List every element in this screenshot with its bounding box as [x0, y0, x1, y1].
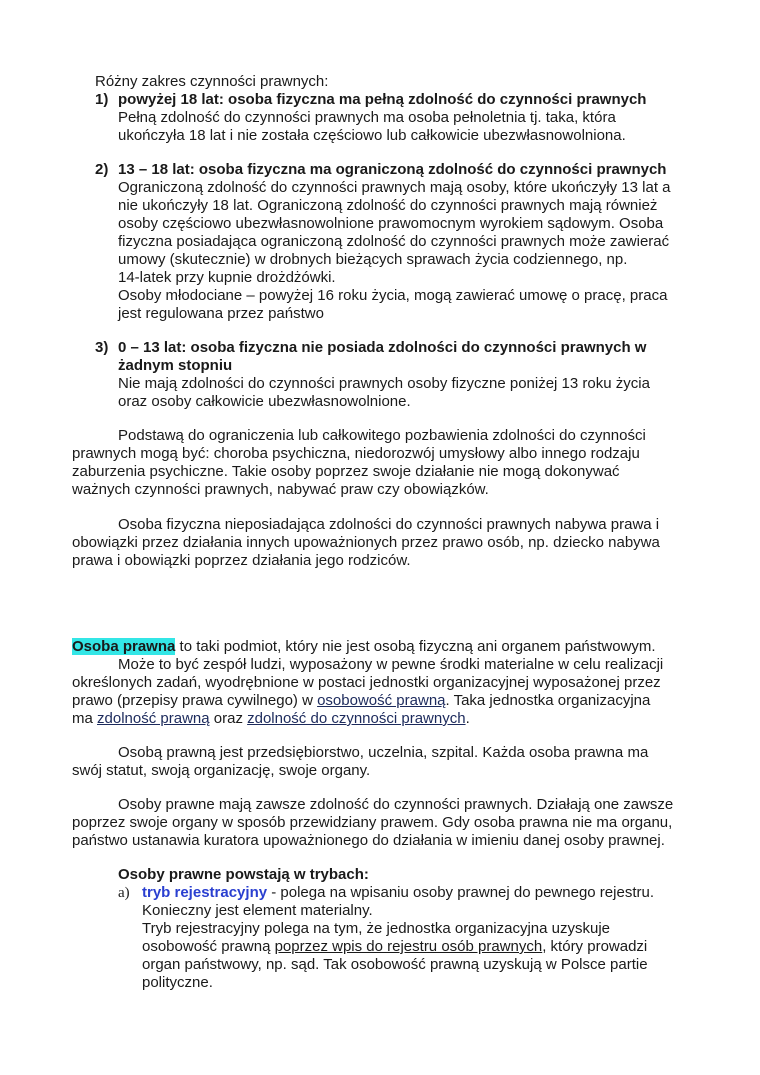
item-1-heading: powyżej 18 lat: osoba fizyczna ma pełną zdolność do czynności prawnych — [118, 91, 647, 108]
paragraph-line: ważnych czynności prawnych, nabywać praw czy obowiązków. — [72, 481, 489, 498]
legal-person-definition: Osoba prawna to taki podmiot, który nie jest osobą fizyczną ani organem państwowym. — [72, 638, 656, 655]
highlighted-term: Osoba prawna — [72, 638, 176, 655]
paragraph-line: poprzez swoje organy w sposób przewidziany prawem. Gdy osoba prawna nie ma organu, — [72, 814, 673, 831]
mode-line: Tryb rejestracyjny polega na tym, że jednostka organizacyjna uzyskuje — [142, 920, 611, 937]
paragraph-line: Podstawą do ograniczenia lub całkowitego pozbawienia zdolności do czynności — [118, 427, 646, 444]
modes-heading: Osoby prawne powstają w trybach: — [118, 866, 369, 883]
item-3-line: Nie mają zdolności do czynności prawnych osoby fizyczne poniżej 13 roku życia — [118, 375, 650, 392]
paragraph-line: ma zdolność prawną oraz zdolność do czynności prawnych. — [72, 710, 470, 727]
paragraph-line: określonych zadań, wyodrębnione w postaci jednostki organizacyjnej wyposażonej przez — [72, 674, 661, 691]
paragraph-line: obowiązki przez działania innych upoważnionych przez prawo osób, np. dziecko nabywa — [72, 534, 660, 551]
paragraph-line: Osoba fizyczna nieposiadająca zdolności do czynności prawnych nabywa prawa i — [118, 516, 660, 533]
link-osobowosc-prawna[interactable]: osobowość prawną — [317, 692, 446, 709]
underlined-phrase: poprzez wpis do rejestru osób prawnych — [274, 938, 543, 955]
item-3-number: 3) — [95, 339, 109, 356]
item-1-line: ukończyła 18 lat i nie została częściowo lub całkowicie ubezwłasnowolniona. — [118, 127, 626, 144]
item-2-line: umowy (skutecznie) w drobnych bieżących sprawach życia codziennego, np. — [118, 251, 628, 268]
item-2-line: Ograniczoną zdolność do czynności prawnych mają osoby, które ukończyły 13 lat a — [118, 179, 671, 196]
mode-line: polityczne. — [142, 974, 213, 991]
modes-letter: a) — [118, 885, 130, 901]
item-2-heading: 13 – 18 lat: osoba fizyczna ma ograniczoną zdolność do czynności prawnych — [118, 161, 667, 178]
mode-line: organ państwowy, np. sąd. Tak osobowość prawną uzyskują w Polsce partie — [142, 956, 648, 973]
item-2-line: Osoby młodociane – powyżej 16 roku życia, mogą zawierać umowę o pracę, praca — [118, 287, 668, 304]
mode-term: tryb rejestracyjny — [142, 884, 268, 901]
paragraph-line: prawa i obowiązki poprzez działania jego rodziców. — [72, 552, 411, 569]
item-2-line: 14-latek przy kupnie drożdżówki. — [118, 269, 336, 286]
item-2-line: nie ukończyły 18 lat. Ograniczoną zdolność do czynności prawnych mają również — [118, 197, 658, 214]
paragraph-line: zaburzenia psychiczne. Takie osoby poprzez swoje działanie nie mogą dokonywać — [72, 463, 620, 480]
item-2-line: jest regulowana przez państwo — [118, 305, 324, 322]
paragraph-line: państwo ustanawia kuratora upoważnionego do działania w imieniu danej osoby prawnej. — [72, 832, 665, 849]
item-1-number: 1) — [95, 91, 109, 108]
item-1-line: Pełną zdolność do czynności prawnych ma osoba pełnoletnia tj. taka, która — [118, 109, 616, 126]
mode-line: tryb rejestracyjny - polega na wpisaniu osoby prawnej do pewnego rejestru. — [142, 884, 654, 901]
item-3-line: oraz osoby całkowicie ubezwłasnowolnione. — [118, 393, 411, 410]
item-2-line: osoby częściowo ubezwłasnowolnione prawomocnym wyrokiem sądowym. Osoba — [118, 215, 664, 232]
item-3-heading: 0 – 13 lat: osoba fizyczna nie posiada zdolności do czynności prawnych w — [118, 339, 647, 356]
paragraph-line: Osobą prawną jest przedsiębiorstwo, uczelnia, szpital. Każda osoba prawna ma — [118, 744, 649, 761]
item-2-number: 2) — [95, 161, 109, 178]
link-zdolnosc-prawna[interactable]: zdolność prawną — [97, 710, 210, 727]
paragraph-line: Osoby prawne mają zawsze zdolność do czynności prawnych. Działają one zawsze — [118, 796, 674, 813]
paragraph-line: prawnych mogą być: choroba psychiczna, niedorozwój umysłowy albo innego rodzaju — [72, 445, 640, 462]
item-3-heading-cont: żadnym stopniu — [118, 357, 233, 374]
link-zdolnosc-do-czynnosci[interactable]: zdolność do czynności prawnych — [247, 710, 466, 727]
mode-line: osobowość prawną poprzez wpis do rejestru osób prawnych, który prowadzi — [142, 938, 648, 955]
item-2-line: fizyczna posiadająca ograniczoną zdolność do czynności prawnych może zawierać — [118, 233, 670, 250]
paragraph-line: swój statut, swoją organizację, swoje organy. — [72, 762, 371, 779]
mode-line: Konieczny jest element materialny. — [142, 902, 373, 919]
paragraph-line: prawo (przepisy prawa cywilnego) w osobowość prawną. Taka jednostka organizacyjna — [72, 692, 651, 709]
intro-line: Różny zakres czynności prawnych: — [95, 73, 329, 90]
paragraph-line: Może to być zespół ludzi, wyposażony w pewne środki materialne w celu realizacji — [118, 656, 664, 673]
